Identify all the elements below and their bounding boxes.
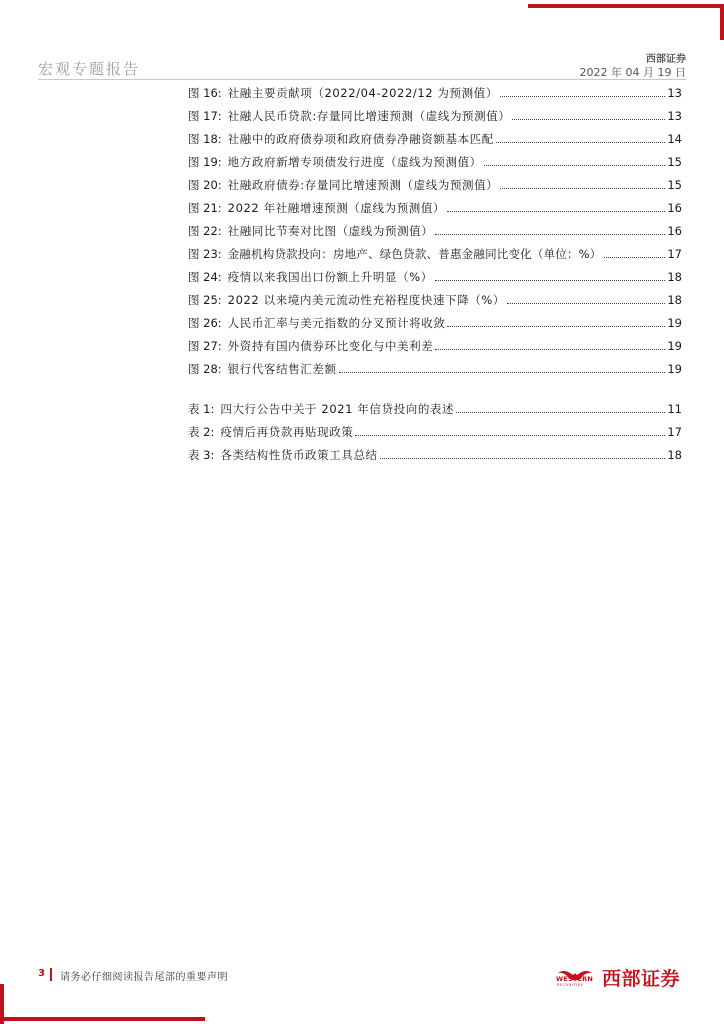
footer-page-number: 3	[38, 968, 45, 979]
figure-index-list	[188, 81, 682, 380]
toc-dot-leader	[512, 119, 665, 120]
toc-entry-title: 社融人民币贷款:存量同比增速预测（虚线为预测值）	[227, 108, 511, 123]
toc-entry-title: 疫情后再贷款再贴现政策	[220, 424, 354, 439]
toc-dot-leader	[435, 234, 665, 235]
toc-entry-title: 社融政府债券:存量同比增速预测（虚线为预测值）	[227, 177, 499, 192]
logo-english-name: WESTERN	[556, 975, 594, 983]
toc-entry-label: 图 20:	[188, 177, 222, 192]
toc-entry-label: 图 28:	[188, 361, 222, 376]
toc-entry-figure-24[interactable]	[188, 265, 682, 288]
toc-dot-leader	[496, 142, 665, 143]
toc-entry-label: 图 27:	[188, 338, 222, 353]
toc-entry-title: 疫情以来我国出口份额上升明显（%）	[227, 269, 433, 284]
toc-entry-figure-16[interactable]	[188, 81, 682, 104]
table-index-list	[188, 397, 682, 466]
toc-entry-title: 社融中的政府债券项和政府债券净融资额基本匹配	[227, 131, 494, 146]
toc-entry-title: 社融同比节奏对比图（虚线为预测值）	[227, 223, 434, 238]
toc-dot-leader	[447, 211, 665, 212]
toc-entry-title: 四大行公告中关于 2021 年信贷投向的表述	[220, 401, 455, 416]
toc-entry-page: 19	[667, 361, 682, 376]
toc-entry-label: 图 17:	[188, 108, 222, 123]
toc-dot-leader	[447, 326, 665, 327]
toc-entry-title: 地方政府新增专项债发行进度（虚线为预测值）	[227, 154, 482, 169]
toc-dot-leader	[339, 372, 666, 373]
toc-entry-label: 图 18:	[188, 131, 222, 146]
toc-entry-figure-19[interactable]	[188, 150, 682, 173]
toc-entry-title: 2022 年社融增速预测（虚线为预测值）	[227, 200, 446, 215]
corner-decoration-top-right	[528, 4, 724, 8]
toc-entry-label: 图 23:	[188, 246, 222, 261]
toc-dot-leader	[484, 165, 666, 166]
toc-entry-page: 15	[667, 154, 682, 169]
footer-disclaimer: 请务必仔细阅读报告尾部的重要声明	[60, 972, 228, 983]
toc-entry-title: 银行代客结售汇差额	[227, 361, 337, 376]
toc-dot-leader	[507, 303, 665, 304]
toc-entry-label: 图 16:	[188, 85, 222, 100]
toc-entry-title: 金融机构贷款投向：房地产、绿色贷款、普惠金融同比变化（单位：%）	[227, 246, 602, 261]
toc-entry-label: 图 24:	[188, 269, 222, 284]
toc-entry-figure-20[interactable]	[188, 173, 682, 196]
toc-entry-page: 16	[667, 223, 682, 238]
toc-entry-title: 社融主要贡献项（2022/04-2022/12 为预测值）	[227, 85, 498, 100]
logo-english-subtitle: SECURITIES	[557, 983, 584, 987]
corner-decoration-top-right-vertical	[720, 4, 724, 40]
toc-entry-page: 17	[667, 424, 682, 439]
toc-entry-page: 11	[667, 401, 682, 416]
toc-entry-table-1[interactable]	[188, 397, 682, 420]
toc-entry-figure-25[interactable]	[188, 288, 682, 311]
toc-dot-leader	[500, 188, 665, 189]
toc-dot-leader	[355, 435, 665, 436]
toc-entry-page: 16	[667, 200, 682, 215]
toc-entry-title: 各类结构性货币政策工具总结	[220, 447, 378, 462]
toc-entry-label: 图 25:	[188, 292, 222, 307]
toc-entry-label: 表 3:	[188, 447, 215, 462]
logo-chinese-name: 西部证券	[602, 968, 681, 990]
toc-entry-figure-18[interactable]	[188, 127, 682, 150]
toc-dot-leader	[380, 458, 666, 459]
toc-entry-label: 图 26:	[188, 315, 222, 330]
toc-entry-title: 外资持有国内债券环比变化与中美利差	[227, 338, 434, 353]
toc-entry-figure-17[interactable]	[188, 104, 682, 127]
toc-entry-figure-23[interactable]	[188, 242, 682, 265]
toc-entry-figure-21[interactable]	[188, 196, 682, 219]
toc-entry-figure-28[interactable]	[188, 357, 682, 380]
toc-dot-leader	[604, 257, 666, 258]
toc-entry-label: 表 2:	[188, 424, 215, 439]
toc-entry-page: 18	[667, 292, 682, 307]
report-date: 2022 年 04 月 19 日	[579, 66, 686, 79]
toc-dot-leader	[456, 412, 665, 413]
toc-entry-label: 表 1:	[188, 401, 215, 416]
toc-entry-page: 15	[667, 177, 682, 192]
toc-entry-page: 13	[667, 108, 682, 123]
report-category: 宏观专题报告	[38, 60, 141, 78]
toc-entry-page: 13	[667, 85, 682, 100]
toc-entry-table-2[interactable]	[188, 420, 682, 443]
toc-entry-table-3[interactable]	[188, 443, 682, 466]
toc-entry-figure-27[interactable]	[188, 334, 682, 357]
toc-entry-label: 图 19:	[188, 154, 222, 169]
toc-entry-page: 19	[667, 315, 682, 330]
header-company-name: 西部证券	[646, 54, 686, 65]
toc-entry-figure-22[interactable]	[188, 219, 682, 242]
header-divider	[38, 79, 686, 80]
toc-entry-label: 图 22:	[188, 223, 222, 238]
toc-entry-figure-26[interactable]	[188, 311, 682, 334]
company-logo	[556, 962, 686, 990]
footer-separator	[50, 968, 52, 981]
toc-dot-leader	[435, 349, 665, 350]
corner-decoration-bottom-left	[0, 1017, 205, 1021]
toc-entry-page: 17	[667, 246, 682, 261]
toc-dot-leader	[500, 96, 665, 97]
toc-dot-leader	[435, 280, 666, 281]
toc-entry-title: 人民币汇率与美元指数的分叉预计将收敛	[227, 315, 446, 330]
toc-entry-page: 18	[667, 447, 682, 462]
toc-entry-page: 14	[667, 131, 682, 146]
toc-entry-title: 2022 以来境内美元流动性充裕程度快速下降（%）	[227, 292, 506, 307]
toc-entry-label: 图 21:	[188, 200, 222, 215]
toc-entry-page: 19	[667, 338, 682, 353]
toc-entry-page: 18	[667, 269, 682, 284]
